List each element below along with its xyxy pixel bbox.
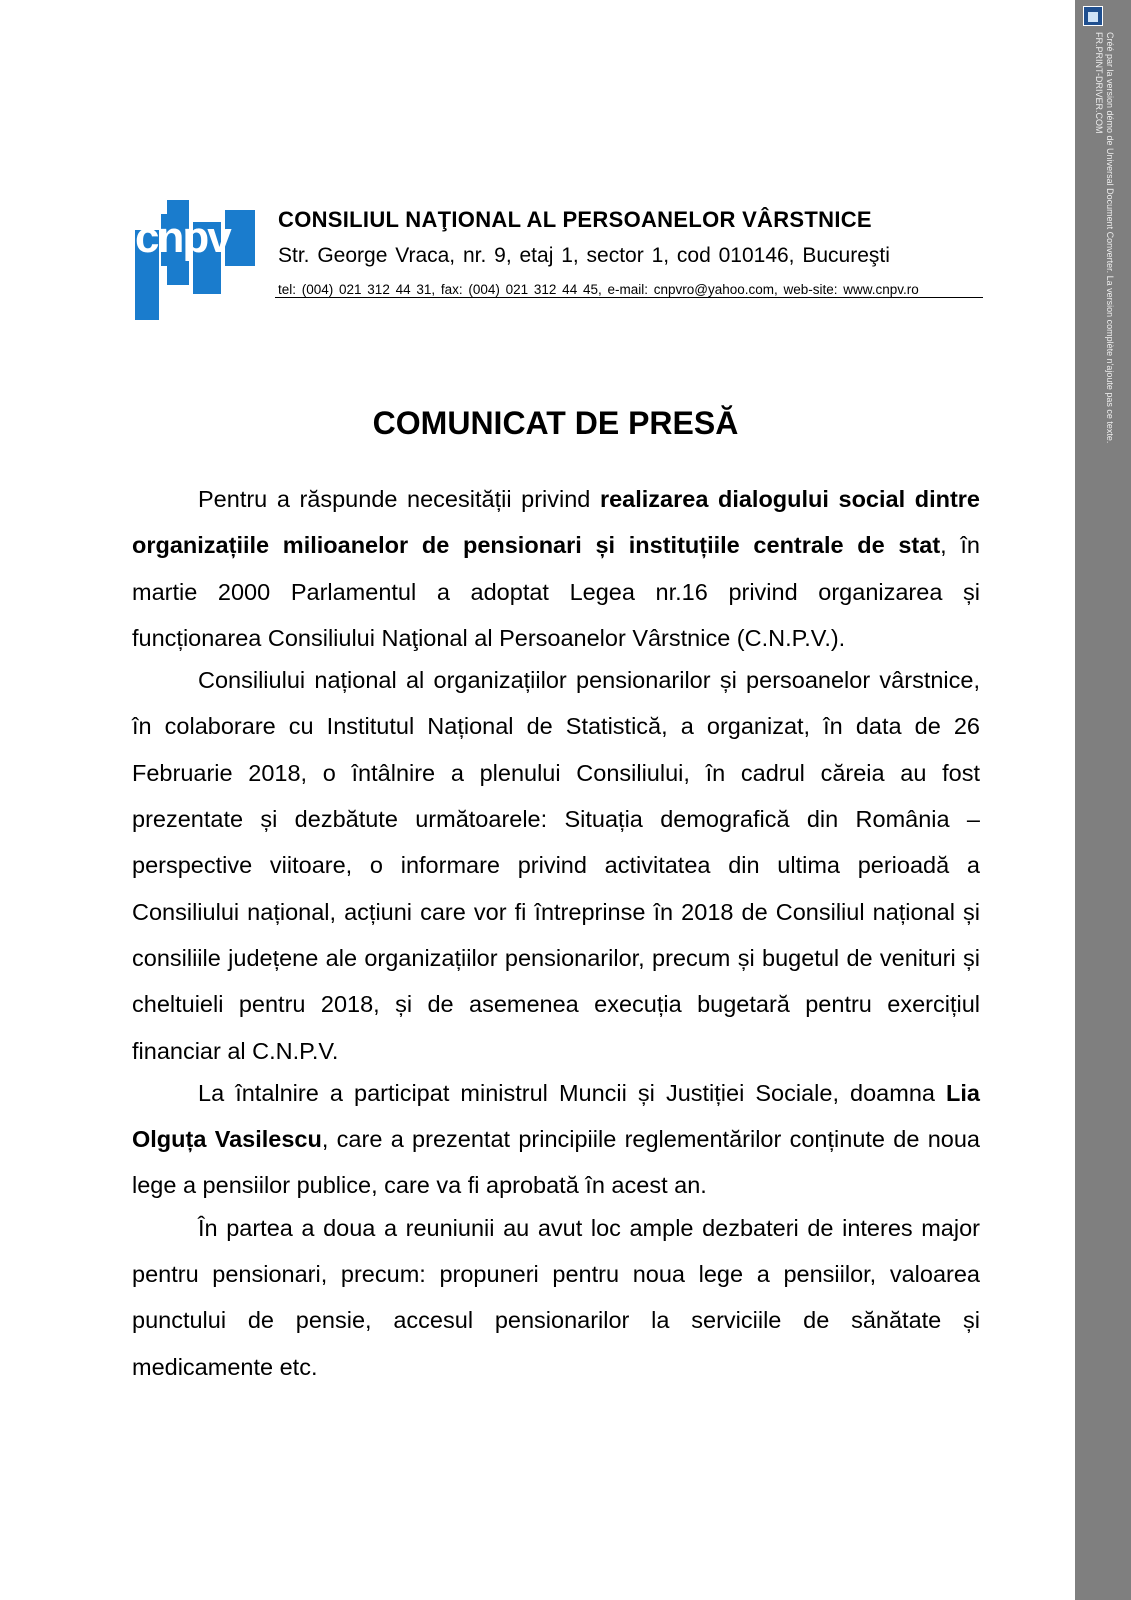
paragraph: [132, 1205, 980, 1390]
text: În partea a doua a reuniunii au avut loc ample dezbateri de interes major pentru pensionari, precum: propuneri pentru noua lege a pensiilor, valoarea punctului de pensie, accesul pensionarilor la serviciile de sănătate și medicamente etc.: [132, 1214, 980, 1380]
organization-address: Str. George Vraca, nr. 9, etaj 1, sector 1, cod 010146, Bucureşti: [278, 244, 890, 267]
paragraph: [132, 1070, 980, 1209]
organization-name: CONSILIUL NAŢIONAL AL PERSOANELOR VÂRSTNICE: [278, 207, 872, 232]
logo-text: cnpv: [135, 213, 230, 262]
press-release-body: [132, 476, 980, 1390]
bold-text: Lia Olguța Vasilescu: [132, 1079, 980, 1153]
converter-logo-icon: [1083, 6, 1103, 26]
text: , care a prezentat principiile reglementărilor conținute de noua lege a pensiilor publice, care va fi aprobată în acest an.: [132, 1126, 980, 1199]
text: Pentru a răspunde necesității privind: [198, 486, 600, 512]
watermark-line-2: FR.PRINT-DRIVER.COM: [1094, 32, 1104, 134]
text: La întalnire a participat ministrul Muncii și Justiției Sociale, doamna: [198, 1079, 947, 1106]
watermark-line-1: Créé par la version démo de Universal Document Converter. La version complète n'ajoute pas ce texte.: [1105, 32, 1115, 444]
paragraph: [132, 476, 980, 661]
watermark-text: [1093, 32, 1115, 443]
letterhead-divider: [275, 297, 983, 298]
paragraph: [132, 657, 980, 1074]
text: Consiliului național al organizațiilor pensionarilor și persoanelor vârstnice, în colaborare cu Institutul Național de Statistică, a organizat, în data de 26 Februarie 2018, o întâlnire a plenului Consiliului, în cadrul căreia au fost prezentate și dezbătute următoarele: Situația demografică din România – perspective viitoare, o informare privind activitatea din ultima perioadă a Consiliului național, acțiuni care vor fi întreprinse în 2018 de Consiliul național și consiliile județene ale organizațiilor pensionarilor, precum și bugetul de venituri și cheltuieli pentru 2018, și de asemenea execuția bugetară pentru exercițiul financiar al C.N.P.V.: [132, 667, 980, 1064]
converter-watermark-strip: [1075, 0, 1131, 1600]
bold-text: realizarea dialogului social dintre organizațiile milioanelor de pensionari și instituțiile centrale de stat: [132, 486, 980, 559]
document-title: COMUNICAT DE PRESĂ: [372, 405, 739, 441]
letterhead: [278, 207, 919, 297]
cnpv-logo: [135, 200, 257, 320]
organization-contact: tel: (004) 021 312 44 31, fax: (004) 021 312 44 45, e-mail: cnpvro@yahoo.com, web-site: www.cnpv.ro: [278, 282, 919, 297]
text: , în martie 2000 Parlamentul a adoptat Legea nr.16 privind organizarea și funcționarea Consiliului Naţional al Persoanelor Vârstnice (C.N.P.V.).: [132, 532, 980, 651]
